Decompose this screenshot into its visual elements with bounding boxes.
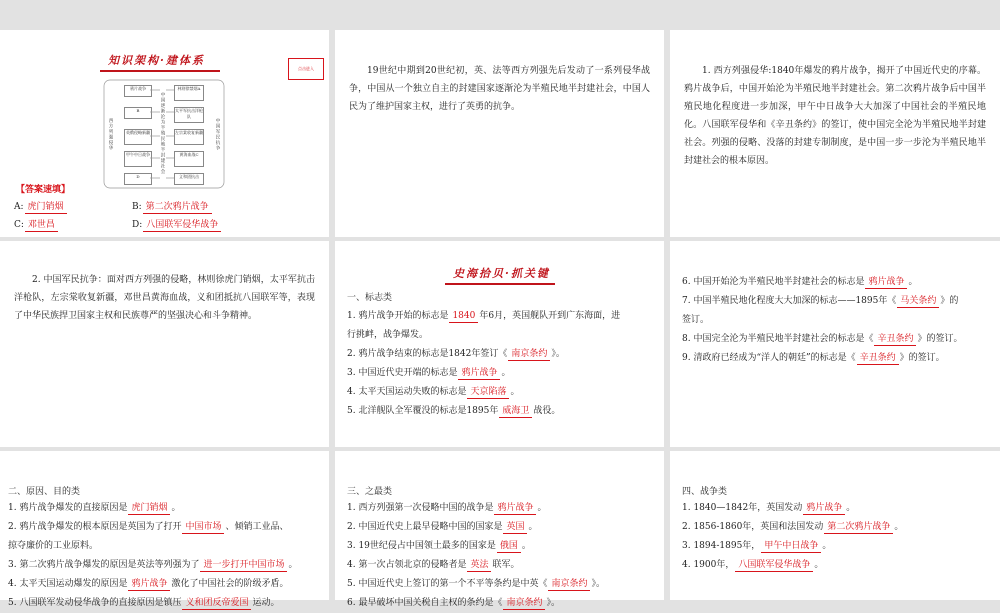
text-segment: 2. 1856-1860年，英国和法国发动: [682, 522, 824, 532]
banner-title: 史海拾贝·抓关键: [453, 267, 550, 280]
answer-a-label: A:: [14, 202, 24, 212]
answer-blank: 天京陷落: [467, 387, 509, 399]
slide-wars: [670, 451, 1000, 600]
diagram-box-right-5: 义和团抗击: [174, 173, 204, 185]
slide-key-points-2: [670, 241, 1000, 447]
answer-blank: 义和团反帝爱国: [182, 598, 251, 610]
text-segment: 。: [521, 541, 531, 551]
answer-c: [14, 220, 59, 232]
text-segment: 5. 八国联军发动侵华战争的直接原因是镇压: [8, 598, 182, 608]
text-segment: 7. 中国半殖民地化程度大大加深的标志——1895年《: [682, 296, 897, 306]
list-item: [347, 499, 605, 518]
diagram-box-left-4: 甲午中日战争: [124, 151, 152, 167]
text-segment: 2. 鸦片战争爆发的根本原因是英国为了打开: [8, 522, 182, 532]
list-item: [347, 556, 605, 575]
answer-blank: 英法: [467, 560, 491, 572]
text-segment: 战役。: [533, 406, 561, 416]
diagram-right-column: 中国军民抗争: [215, 118, 220, 151]
answer-blank: 辛丑条约: [874, 334, 916, 346]
intro-paragraph: 19世纪中期到20世纪初，英、法等西方列强先后发动了一系列侵华战争，中国从一个独立自主的封建国家逐渐沦为半殖民地半封建社会，中国人民为了维护国家主权，进行了英勇的抗争。: [349, 66, 650, 112]
answer-blank: 中国市场: [182, 522, 224, 534]
answer-blank: 1840: [449, 311, 478, 323]
text-segment: 6. 最早破坏中国关税自主权的条约是《: [347, 598, 503, 608]
list-item: [8, 499, 297, 518]
diagram-mid-column: 中国逐渐沦为半殖民地半封建社会: [160, 92, 165, 175]
text-segment: 1. 西方列强第一次侵略中国的战争是: [347, 503, 494, 513]
diagram-box-left-3: 英俄侵略新疆: [124, 129, 152, 145]
marker-list: [335, 307, 632, 421]
text-segment: 签订。: [682, 315, 710, 325]
text-segment: 5. 中国近代史上签订的第一个不平等条约是中英《: [347, 579, 548, 589]
text-segment: 年6月，英国舰队开到广东海面，进: [479, 311, 621, 321]
answer-c-value: 邓世昌: [25, 220, 58, 232]
answer-blank: 鸦片战争: [458, 368, 500, 380]
cause-list: [0, 499, 309, 613]
text-segment: 掠夺廉价的工业原料。: [8, 541, 99, 551]
text-segment: 。: [822, 541, 832, 551]
answer-blank: 鸦片战争: [803, 503, 845, 515]
answer-blank: 辛丑条约: [857, 353, 899, 365]
slide-superlatives: [335, 451, 664, 608]
superlative-list: [335, 499, 617, 613]
diagram-box-left-2: B: [124, 107, 152, 119]
answer-blank: 英国: [503, 522, 527, 534]
text-segment: 》。: [591, 579, 605, 589]
text-segment: 3. 1894-1895年，: [682, 541, 761, 551]
list-item: [347, 307, 620, 326]
text-segment: 5. 北洋舰队全军覆没的标志是1895年: [347, 406, 499, 416]
text-segment: 。: [510, 387, 520, 397]
list-item: [8, 594, 297, 613]
list-item: [347, 402, 620, 421]
text-segment: 1. 1840—1842年，英国发动: [682, 503, 803, 513]
text-segment: 3. 19世纪侵占中国领土最多的国家是: [347, 541, 496, 551]
answer-section-title: 【答案速填】: [16, 185, 71, 195]
text-segment: 。: [814, 560, 824, 570]
diagram-box-right-1: 林则徐禁烟A: [174, 85, 204, 101]
text-segment: 激化了中国社会的阶级矛盾。: [171, 579, 289, 589]
answer-blank: 南京条约: [508, 349, 550, 361]
text-segment: 。: [528, 522, 538, 532]
section-heading: 四、战争类: [682, 487, 728, 497]
answer-blank: 八国联军侵华战争: [735, 560, 813, 572]
diagram-left-column: 西方列强侵华: [108, 118, 113, 151]
answer-b: [132, 202, 213, 214]
banner-underline: [100, 70, 220, 72]
text-segment: 9. 清政府已经成为“洋人的朝廷”的标志是《: [682, 353, 856, 363]
section-heading: 三、之最类: [347, 487, 393, 497]
text-segment: 1. 鸦片战争开始的标志是: [347, 311, 449, 321]
list-item: [682, 349, 962, 368]
list-item: [682, 292, 962, 311]
slide-causes: [0, 451, 329, 608]
diagram-box-left-5: D: [124, 173, 152, 185]
text-segment: 行挑衅，战争爆发。: [347, 330, 429, 340]
text-segment: 4. 第一次占领北京的侵略者是: [347, 560, 467, 570]
answer-blank: 鸦片战争: [494, 503, 536, 515]
text-segment: 2. 中国近代史上最早侵略中国的国家是: [347, 522, 503, 532]
answer-blank: 南京条约: [503, 598, 545, 610]
list-item: [8, 537, 297, 556]
text-segment: 4. 1900年，: [682, 560, 735, 570]
slide-key-points-1: [335, 241, 664, 447]
text-segment: 。: [908, 277, 918, 287]
answer-blank: 进一步打开中国市场: [200, 560, 287, 572]
answer-blank: 南京条约: [548, 579, 590, 591]
text-segment: 4. 太平天国运动爆发的原因是: [8, 579, 128, 589]
slide-resistance: [0, 241, 329, 447]
text-segment: 》的: [940, 296, 959, 306]
text-segment: 运动。: [252, 598, 280, 608]
list-item: [347, 326, 620, 345]
list-item: [682, 273, 962, 292]
diagram-box-right-2: 太平军抗击洋枪队: [174, 107, 204, 123]
note-badge[interactable]: 点击进入: [288, 58, 324, 80]
text-segment: 。: [501, 368, 511, 378]
diagram-box-left-1: 鸦片战争: [124, 85, 152, 97]
slide-knowledge-framework: [0, 30, 329, 237]
text-segment: 3. 中国近代史开端的标志是: [347, 368, 458, 378]
list-item: [682, 330, 962, 349]
answer-blank: 威海卫: [499, 406, 532, 418]
diagram-box-right-3: 左宗棠收复新疆: [174, 129, 204, 145]
list-item: [8, 518, 297, 537]
section-heading: 一、标志类: [347, 293, 393, 303]
text-segment: 2. 鸦片战争结束的标志是1842年签订《: [347, 349, 508, 359]
answer-blank: 鸦片战争: [865, 277, 907, 289]
answer-b-label: B:: [132, 202, 142, 212]
answer-d: [132, 220, 222, 232]
answer-d-value: 八国联军侵华战争: [143, 220, 221, 232]
text-segment: 1. 鸦片战争爆发的直接原因是: [8, 503, 128, 513]
list-item: [347, 537, 605, 556]
war-list: [670, 499, 915, 575]
text-segment: 。: [171, 503, 181, 513]
text-segment: 。: [894, 522, 904, 532]
text-segment: 》。: [546, 598, 560, 608]
marker-list: [670, 273, 974, 368]
list-item: [682, 556, 903, 575]
text-segment: 》的签订。: [917, 334, 963, 344]
banner-underline: [445, 283, 555, 285]
list-item: [347, 364, 620, 383]
answer-blank: 第二次鸦片战争: [824, 522, 893, 534]
diagram-box-right-4: 黄海血战C: [174, 151, 204, 167]
answer-blank: 虎门销烟: [128, 503, 170, 515]
list-item: [682, 499, 903, 518]
text-segment: 8. 中国完全沦为半殖民地半封建社会的标志是《: [682, 334, 874, 344]
answer-b-value: 第二次鸦片战争: [143, 202, 212, 214]
answer-blank: 马关条约: [897, 296, 939, 308]
list-item: [347, 594, 605, 613]
text-segment: 4. 太平天国运动失败的标志是: [347, 387, 467, 397]
answer-blank: 俄国: [497, 541, 521, 553]
text-segment: 。: [288, 560, 298, 570]
answer-blank: 甲午中日战争: [761, 541, 821, 553]
text-segment: 》的签订。: [899, 353, 945, 363]
section-heading: 二、原因、目的类: [8, 487, 81, 497]
list-item: [682, 537, 903, 556]
text-segment: 6. 中国开始沦为半殖民地半封建社会的标志是: [682, 277, 865, 287]
list-item: [347, 575, 605, 594]
answer-a-value: 虎门销烟: [25, 202, 67, 214]
text-segment: 联军。: [492, 560, 520, 570]
answer-d-label: D:: [132, 220, 143, 230]
invasion-paragraph: 1. 西方列强侵华:1840年爆发的鸦片战争，揭开了中国近代史的序幕。鸦片战争后，中国开始沦为半殖民地半封建社会。第二次鸦片战争后中国半殖民地化程度进一步加深，甲午中日战争大大加深了中国社会的半殖民地化。八国联军侵华和《辛丑条约》的签订，使中国完全沦为半殖民地半封建社会。列强的侵略、没落的封建专制制度，是中国一步一步沦为半殖民地半封建社会的根本原因。: [684, 66, 986, 166]
list-item: [347, 383, 620, 402]
list-item: [8, 556, 297, 575]
answer-c-label: C:: [14, 220, 24, 230]
slide-intro: [335, 30, 664, 237]
list-item: [347, 345, 620, 364]
text-segment: 》。: [551, 349, 565, 359]
list-item: [347, 518, 605, 537]
answer-blank: 鸦片战争: [128, 579, 170, 591]
list-item: [682, 518, 903, 537]
text-segment: 3. 第二次鸦片战争爆发的原因是英法等列强为了: [8, 560, 200, 570]
banner-title: 知识架构·建体系: [108, 54, 205, 67]
text-segment: 。: [537, 503, 547, 513]
text-segment: 、倾销工业品、: [225, 522, 289, 532]
list-item: [8, 575, 297, 594]
resistance-paragraph: 2. 中国军民抗争：面对西方列强的侵略，林则徐虎门销烟，太平军抗击洋枪队，左宗棠收复新疆，邓世昌黄海血战，义和团抵抗八国联军等，表现了中华民族捍卫国家主权和民族尊严的坚强决心和斗争精神。: [14, 275, 315, 321]
slide-western-invasion: [670, 30, 1000, 237]
diagram-connectors: [100, 78, 230, 190]
text-segment: 。: [846, 503, 856, 513]
answer-a: [14, 202, 68, 214]
list-item: [682, 311, 962, 330]
